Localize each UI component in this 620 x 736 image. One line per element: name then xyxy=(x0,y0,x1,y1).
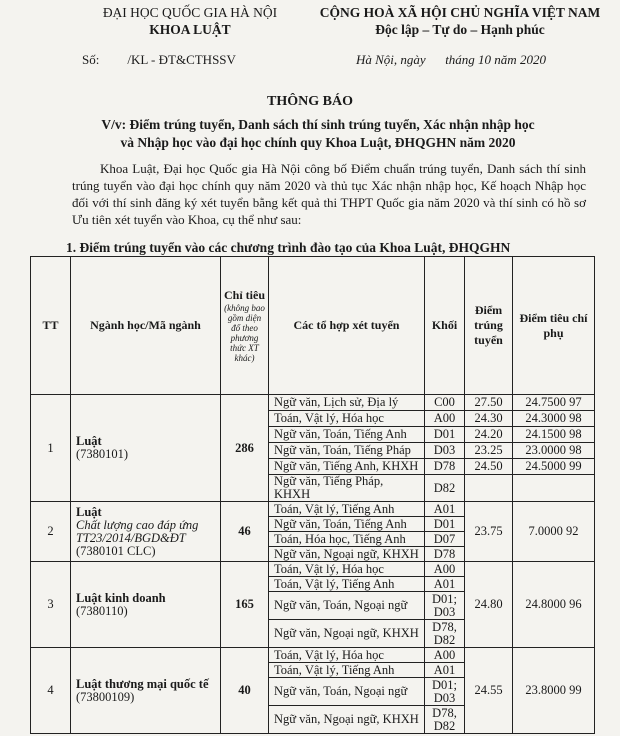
program-tiebreak: 24.8000 96 xyxy=(513,562,595,648)
document-number xyxy=(82,52,236,68)
combo-subjects: Toán, Vật lý, Hóa học xyxy=(269,648,425,663)
combo-block: D01; D03 xyxy=(425,678,465,706)
combo-subjects: Toán, Hóa học, Tiếng Anh xyxy=(269,532,425,547)
program-code: (73800109) xyxy=(76,689,135,704)
national-motto-block xyxy=(300,4,620,38)
document-number-label: Số: xyxy=(82,52,100,67)
admission-score-table xyxy=(30,256,595,734)
header-tiebreak: Điểm tiêu chí phụ xyxy=(513,257,595,395)
combo-tiebreak: 24.7500 97 xyxy=(513,395,595,411)
combo-block: D78, D82 xyxy=(425,706,465,734)
program-cell xyxy=(71,395,221,502)
combo-subjects: Ngữ văn, Toán, Ngoại ngữ xyxy=(269,678,425,706)
combo-block: A01 xyxy=(425,663,465,678)
combo-subjects: Ngữ văn, Tiếng Anh, KHXH xyxy=(269,459,425,475)
combo-score: 27.50 xyxy=(465,395,513,411)
combo-score xyxy=(465,475,513,502)
combo-subjects: Toán, Vật lý, Hóa học xyxy=(269,562,425,577)
combo-block: D07 xyxy=(425,532,465,547)
combo-block: D78, D82 xyxy=(425,620,465,648)
header-quota-note: (không bao gồm diện đổ theo phương thức XT khác) xyxy=(224,303,265,363)
program-name: Luật xyxy=(76,434,102,448)
intro-paragraph: Khoa Luật, Đại học Quốc gia Hà Nội công bố Điểm chuẩn trúng tuyển, Danh sách thí sinh trúng tuyển vào đại học chính quy năm 2020 và thủ tục Xác nhận nhập học, Kế hoạch Nhập học đối với thí sinh đăng ký xét tuyển bằng kết quả thi THPT Quốc gia năm 2020 và thí sinh có hồ sơ Ưu tiên xét tuyển vào Khoa, cụ thể như sau: xyxy=(72,161,586,227)
table-row xyxy=(31,395,595,411)
combo-tiebreak: 24.5000 99 xyxy=(513,459,595,475)
combo-block: D78 xyxy=(425,459,465,475)
country-name: CỘNG HOÀ XÃ HỘI CHỦ NGHĨA VIỆT NAM xyxy=(319,5,601,20)
combo-subjects: Ngữ văn, Ngoại ngữ, KHXH xyxy=(269,547,425,562)
combo-score: 24.50 xyxy=(465,459,513,475)
program-score: 24.55 xyxy=(465,648,513,734)
combo-tiebreak: 24.3000 98 xyxy=(513,411,595,427)
combo-subjects: Ngữ văn, Ngoại ngữ, KHXH xyxy=(269,706,425,734)
combo-block: D78 xyxy=(425,547,465,562)
combo-block: D01 xyxy=(425,427,465,443)
combo-subjects: Ngữ văn, Lịch sử, Địa lý xyxy=(269,395,425,411)
combo-block: D82 xyxy=(425,475,465,502)
combo-score: 24.30 xyxy=(465,411,513,427)
program-code: (7380101 CLC) xyxy=(76,543,156,558)
section-title: 1. Điểm trúng tuyển vào các chương trình đào tạo của Khoa Luật, ĐHQGHN xyxy=(66,240,511,255)
program-tiebreak: 7.0000 92 xyxy=(513,502,595,562)
program-score: 23.75 xyxy=(465,502,513,562)
header-quota xyxy=(221,257,269,395)
program-quota: 46 xyxy=(221,502,269,562)
program-code: (7380101) xyxy=(76,447,129,461)
row-tt: 3 xyxy=(31,562,71,648)
table-row xyxy=(31,648,595,663)
combo-score: 24.20 xyxy=(465,427,513,443)
row-tt: 4 xyxy=(31,648,71,734)
combo-subjects: Toán, Vật lý, Tiếng Anh xyxy=(269,663,425,678)
header-quota-title: Chỉ tiêu xyxy=(223,288,265,302)
combo-subjects: Ngữ văn, Ngoại ngữ, KHXH xyxy=(269,620,425,648)
combo-block: A00 xyxy=(425,411,465,427)
header-combos: Các tổ hợp xét tuyển xyxy=(269,257,425,395)
program-code: (7380110) xyxy=(76,603,128,618)
program-score: 24.80 xyxy=(465,562,513,648)
combo-tiebreak: 24.1500 98 xyxy=(513,427,595,443)
combo-subjects: Ngữ văn, Tiếng Pháp, KHXH xyxy=(269,475,425,502)
program-tiebreak: 23.8000 99 xyxy=(513,648,595,734)
motto: Độc lập – Tự do – Hạnh phúc xyxy=(375,22,545,37)
document-number-value: /KL - ĐT&CTHSSV xyxy=(127,52,236,67)
combo-block: D03 xyxy=(425,443,465,459)
notice-subject-line1: V/v: Điểm trúng tuyển, Danh sách thí sinh trúng tuyển, Xác nhận nhập học xyxy=(101,117,535,132)
notice-title: THÔNG BÁO xyxy=(267,94,353,109)
header-score: Điểm trúng tuyển xyxy=(465,257,513,395)
row-tt: 2 xyxy=(31,502,71,562)
program-quota: 165 xyxy=(221,562,269,648)
combo-block: A01 xyxy=(425,502,465,517)
combo-block: A00 xyxy=(425,562,465,577)
header-program: Ngành học/Mã ngành xyxy=(71,257,221,395)
combo-score: 23.25 xyxy=(465,443,513,459)
program-cell xyxy=(71,562,221,648)
notice-subject-line2: và Nhập học vào đại học chính quy Khoa Luật, ĐHQGHN năm 2020 xyxy=(120,135,516,150)
combo-block: D01 xyxy=(425,517,465,532)
program-name: Luật kinh doanh xyxy=(76,590,166,605)
program-name: Luật thương mại quốc tế xyxy=(76,676,209,691)
combo-block: C00 xyxy=(425,395,465,411)
combo-subjects: Toán, Vật lý, Tiếng Anh xyxy=(269,577,425,592)
program-quota: 286 xyxy=(221,395,269,502)
combo-tiebreak xyxy=(513,475,595,502)
combo-subjects: Toán, Vật lý, Hóa học xyxy=(269,411,425,427)
university-name: ĐẠI HỌC QUỐC GIA HÀ NỘI xyxy=(102,5,278,20)
row-tt: 1 xyxy=(31,395,71,502)
combo-subjects: Toán, Vật lý, Tiếng Anh xyxy=(269,502,425,517)
issuer-block xyxy=(70,4,310,38)
program-cell xyxy=(71,502,221,562)
combo-block: A01 xyxy=(425,577,465,592)
program-quota: 40 xyxy=(221,648,269,734)
program-name: Luật xyxy=(76,504,102,519)
table-row xyxy=(31,562,595,577)
program-cell xyxy=(71,648,221,734)
combo-subjects: Ngữ văn, Toán, Tiếng Anh xyxy=(269,427,425,443)
header-tt: TT xyxy=(31,257,71,395)
notice-subject xyxy=(28,116,608,152)
header-block: Khối xyxy=(425,257,465,395)
combo-subjects: Ngữ văn, Toán, Tiếng Anh xyxy=(269,517,425,532)
combo-subjects: Ngữ văn, Toán, Ngoại ngữ xyxy=(269,592,425,620)
document-date: Hà Nội, ngày tháng 10 năm 2020 xyxy=(356,52,546,67)
table-row xyxy=(31,502,595,517)
program-subtitle: Chất lượng cao đáp ứng TT23/2014/BGD&ĐT xyxy=(76,517,199,545)
combo-tiebreak: 23.0000 98 xyxy=(513,443,595,459)
combo-block: A00 xyxy=(425,648,465,663)
combo-subjects: Ngữ văn, Toán, Tiếng Pháp xyxy=(269,443,425,459)
faculty-name: KHOA LUẬT xyxy=(149,22,231,37)
combo-block: D01; D03 xyxy=(425,592,465,620)
